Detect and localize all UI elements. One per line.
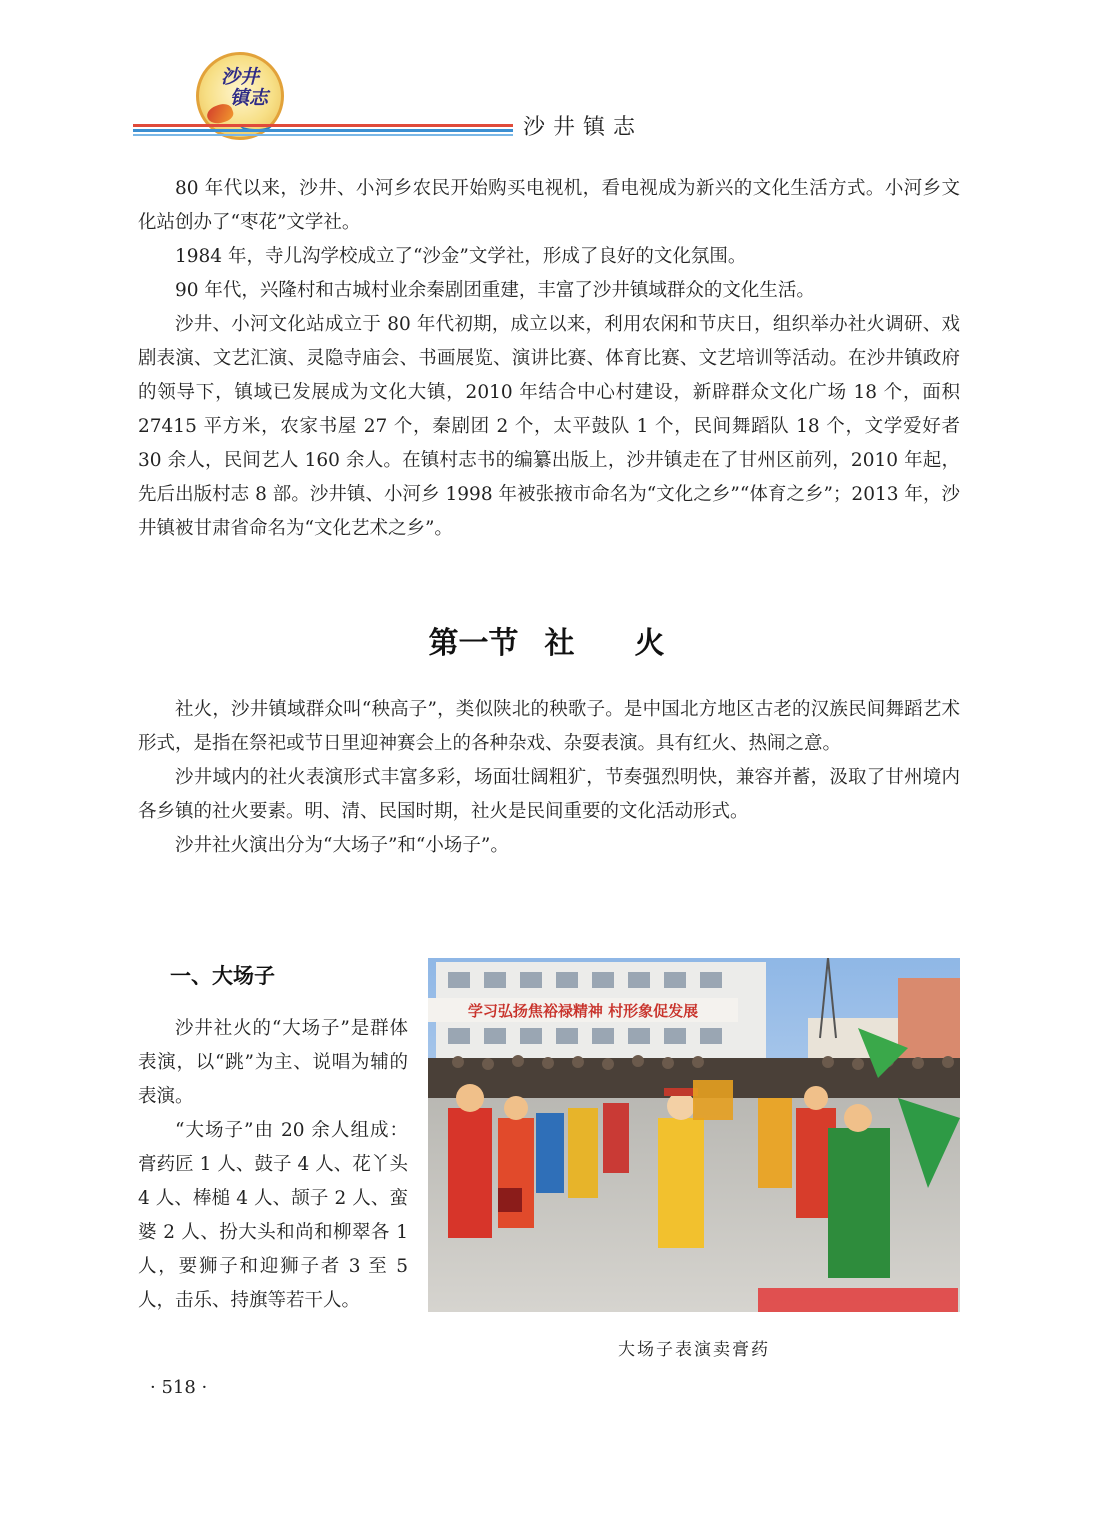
- section-name-char-1: 社: [544, 626, 575, 661]
- subsection-heading: 一、大场子: [170, 964, 275, 988]
- header-rule-red: [133, 124, 513, 127]
- section-text: [138, 693, 960, 863]
- performance-photo: [428, 958, 960, 1312]
- paragraph: 1984 年，寺儿沟学校成立了“沙金”文学社，形成了良好的文化氛围。: [175, 246, 747, 267]
- photo-illustration: [428, 958, 960, 1312]
- section-number: 第一节: [428, 626, 519, 661]
- paragraph: 沙井域内的社火表演形式丰富多彩，场面壮阔粗犷，节奏强烈明快，兼容并蓄，汲取了甘州境内各乡镇的社火要素。明、清、民国时期，社火是民间重要的文化活动形式。: [138, 767, 960, 822]
- page-number: · 518 ·: [150, 1377, 208, 1398]
- header-rule-blue: [133, 129, 513, 132]
- paragraph: 90 年代，兴隆村和古城村业余秦剧团重建，丰富了沙井镇域群众的文化生活。: [175, 280, 815, 301]
- paragraph: 社火，沙井镇域群众叫“秧高子”，类似陕北的秧歌子。是中国北方地区古老的汉族民间舞蹈艺术形式，是指在祭祀或节日里迎神赛会上的各种杂戏、杂耍表演。具有红火、热闹之意。: [138, 699, 960, 754]
- photo-caption: 大场子表演卖膏药: [618, 1340, 770, 1360]
- subsection-text: [138, 1012, 408, 1318]
- intro-text: [138, 172, 960, 546]
- page-header: [0, 0, 1093, 150]
- paragraph: 沙井、小河文化站成立于 80 年代初期，成立以来，利用农闲和节庆日，组织举办社火调研、戏剧表演、文艺汇演、灵隐寺庙会、书画展览、演讲比赛、体育比赛、文艺培训等活动。在沙井镇政府的领导下，镇域已发展成为文化大镇，2010 年结合中心村建设，新辟群众文化广场 18 个，面积 27415 平方米，农家书屋 27 个，秦剧团 2 个，太平鼓队 1 个，民间舞蹈队 18 个，文学爱好者 30 余人，民间艺人 160 余人。在镇村志书的编纂出版上，沙井镇走在了甘州区前列，2010 年起，先后出版村志 8 部。沙井镇、小河乡 1998 年被张掖市命名为“文化之乡”“体育之乡”；2013 年，沙井镇被甘肃省命名为“文化艺术之乡”。: [138, 314, 960, 539]
- paragraph: “大场子”由 20 余人组成：膏药匠 1 人、鼓子 4 人、花丫头 4 人、棒槌 4 人、颉子 2 人、蛮婆 2 人、扮大头和尚和柳翠各 1 人，要狮子和迎狮子者 3 至 5 人，击乐、持旗等若干人。: [138, 1120, 408, 1311]
- paragraph: 80 年代以来，沙井、小河乡农民开始购买电视机，看电视成为新兴的文化生活方式。小河乡文化站创办了“枣花”文学社。: [138, 178, 960, 233]
- section-name-char-2: 火: [634, 626, 665, 661]
- logo-text: [199, 67, 281, 109]
- logo-line-2: 镇志: [229, 87, 268, 109]
- paragraph: 沙井社火演出分为“大场子”和“小场子”。: [175, 835, 509, 856]
- running-title: 沙井镇志: [523, 115, 644, 140]
- section-title: [0, 618, 1093, 662]
- banner-text: 学习弘扬焦裕禄精神 村形象促发展: [467, 1002, 699, 1020]
- logo-line-1: 沙井: [220, 66, 259, 88]
- paragraph: 沙井社火的“大场子”是群体表演，以“跳”为主、说唱为辅的表演。: [138, 1018, 408, 1107]
- red-building: [898, 978, 960, 1068]
- header-rule-lightblue: [133, 134, 513, 136]
